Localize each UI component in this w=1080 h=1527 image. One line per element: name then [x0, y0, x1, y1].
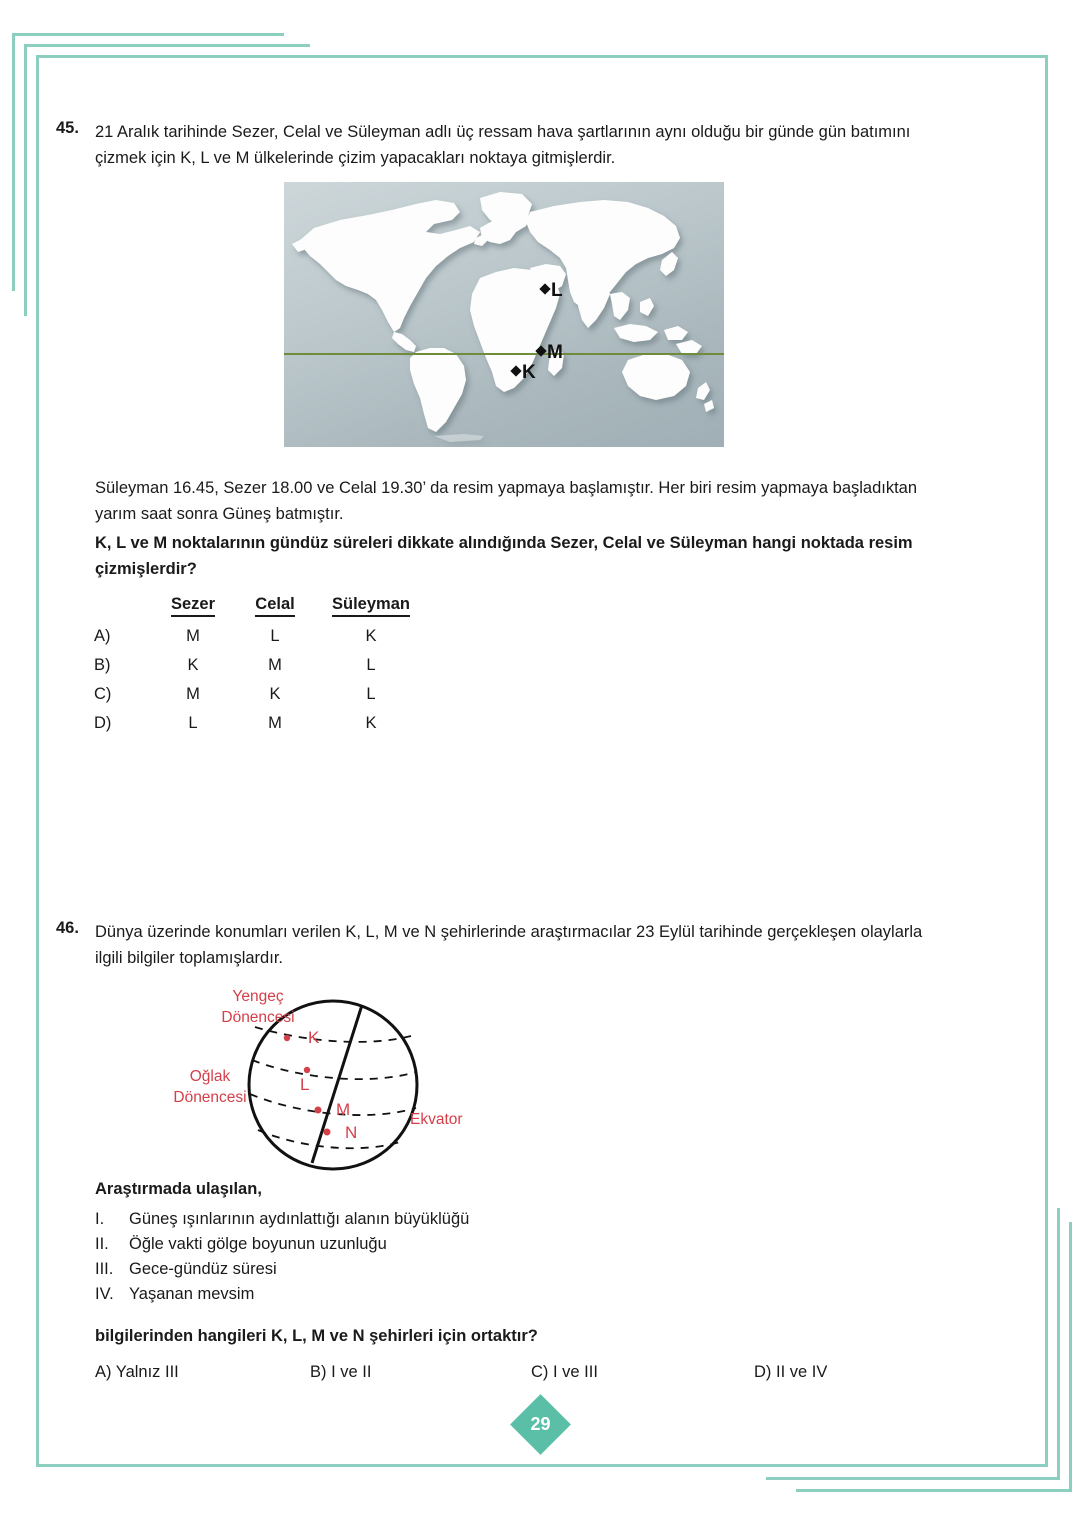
globe-point-dot-K [284, 1035, 290, 1041]
column-header-sezer-label: Sezer [171, 595, 215, 617]
column-header-sezer [152, 590, 234, 622]
list-item [95, 1232, 695, 1257]
map-marker-K [512, 362, 536, 384]
option-d-sezer: L [188, 714, 198, 732]
list-item-text: Güneş ışınlarının aydınlattığı alanın büyüklüğü [129, 1210, 470, 1228]
question-46-stem-line-2: ilgili bilgiler toplamışlardır. [95, 949, 283, 967]
question-46-list-heading: Araştırmada ulaşılan, [95, 1180, 262, 1198]
page-number-text: 29 [530, 1414, 551, 1434]
map-marker-K-label: K [522, 362, 536, 383]
list-item [95, 1207, 695, 1232]
globe-point-dot-M [315, 1107, 322, 1114]
table-row[interactable] [92, 709, 426, 738]
globe-figure [148, 982, 488, 1178]
question-45-paragraph-line-2: yarım saat sonra Güneş batmıştır. [95, 505, 344, 523]
list-item-numeral: II. [95, 1235, 109, 1253]
world-map-continents [284, 182, 724, 447]
table-corner-blank [92, 590, 152, 622]
list-item-numeral: I. [95, 1210, 105, 1228]
option-label-c: C) [94, 685, 112, 703]
option-b-sezer: K [187, 656, 199, 674]
option-label-a: A) [94, 627, 111, 645]
question-46-roman-list [95, 1207, 695, 1307]
equator-line [284, 353, 724, 355]
option-c-sezer: M [186, 685, 200, 703]
question-45-prompt-line-1: K, L ve M noktalarının gündüz süreleri dikkate alındığında Sezer, Celal ve Süleyman hangi noktada resim [95, 534, 913, 552]
marker-diamond-icon [539, 283, 550, 294]
globe-point-label-L: L [300, 1075, 310, 1094]
list-item-text: Yaşanan mevsim [129, 1285, 255, 1303]
list-item-numeral: IV. [95, 1285, 114, 1303]
world-map-figure [284, 182, 724, 447]
globe-point-label-M: M [336, 1100, 351, 1119]
list-item [95, 1282, 695, 1307]
table-row[interactable] [92, 680, 426, 709]
marker-diamond-icon [535, 345, 546, 356]
equator-label: Ekvator [410, 1111, 463, 1128]
question-45-stem-line-1: 21 Aralık tarihinde Sezer, Celal ve Süleyman adlı üç ressam hava şartlarının aynı olduğu bir günde gün batımını [95, 123, 911, 141]
marker-diamond-icon [510, 365, 521, 376]
question-46-stem-line-1: Dünya üzerinde konumları verilen K, L, M ve N şehirlerinde araştırmacılar 23 Eylül tarihinde gerçekleşen olaylarla [95, 923, 923, 941]
table-row[interactable] [92, 622, 426, 651]
option-b-celal: M [268, 656, 282, 674]
option-b-suleyman: L [366, 656, 376, 674]
question-46-choice-d[interactable]: D) II ve IV [754, 1363, 828, 1381]
option-label-b: B) [94, 656, 111, 674]
globe-point-label-N: N [345, 1123, 358, 1142]
option-a-sezer: M [186, 627, 200, 645]
map-marker-M-label: M [547, 342, 563, 363]
map-marker-L [541, 280, 563, 302]
list-item [95, 1257, 695, 1282]
tropic-of-capricorn-label-line-2: Dönencesi [173, 1089, 247, 1106]
option-c-celal: K [269, 685, 281, 703]
table-row[interactable] [92, 651, 426, 680]
column-header-suleyman [316, 590, 426, 622]
map-marker-L-label: L [551, 280, 563, 301]
question-46-number: 46. [56, 919, 79, 937]
globe-point-dot-N [324, 1129, 331, 1136]
option-d-celal: M [268, 714, 282, 732]
list-item-numeral: III. [95, 1260, 114, 1278]
question-45-prompt-line-2: çizmişlerdir? [95, 560, 197, 578]
tropic-of-capricorn-label-line-1: Oğlak [189, 1068, 231, 1085]
list-item-text: Öğle vakti gölge boyunun uzunluğu [129, 1235, 387, 1253]
question-45-answer-table [92, 590, 426, 738]
question-46-choice-c[interactable]: C) I ve III [531, 1363, 598, 1381]
column-header-celal-label: Celal [255, 595, 294, 617]
column-header-celal [234, 590, 316, 622]
tropic-of-capricorn-label [150, 1066, 270, 1108]
question-45-stem-line-2: çizmek için K, L ve M ülkelerinde çizim yapacakları noktaya gitmişlerdir. [95, 149, 616, 167]
option-c-suleyman: L [366, 685, 376, 703]
column-header-suleyman-label: Süleyman [332, 595, 410, 617]
option-a-suleyman: K [365, 627, 377, 645]
option-a-celal: L [270, 627, 280, 645]
question-46-choice-b[interactable]: B) I ve II [310, 1363, 372, 1381]
tropic-of-cancer-label [198, 986, 318, 1028]
question-45-number: 45. [56, 119, 79, 137]
question-46-prompt: bilgilerinden hangileri K, L, M ve N şehirleri için ortaktır? [95, 1327, 538, 1345]
table-header-row [92, 590, 426, 622]
globe-point-dot-L [304, 1067, 310, 1073]
globe-point-label-K: K [308, 1028, 320, 1047]
question-45-paragraph-line-1: Süleyman 16.45, Sezer 18.00 ve Celal 19.30’ da resim yapmaya başlamıştır. Her biri resim yapmaya başladıktan [95, 479, 918, 497]
question-46-choice-a[interactable]: A) Yalnız III [95, 1363, 179, 1381]
list-item-text: Gece-gündüz süresi [129, 1260, 277, 1278]
map-marker-M [537, 342, 563, 364]
option-label-d: D) [94, 714, 112, 732]
tropic-of-cancer-label-line-2: Dönencesi [221, 1009, 295, 1026]
tropic-of-cancer-label-line-1: Yengeç [232, 988, 284, 1005]
option-d-suleyman: K [365, 714, 377, 732]
